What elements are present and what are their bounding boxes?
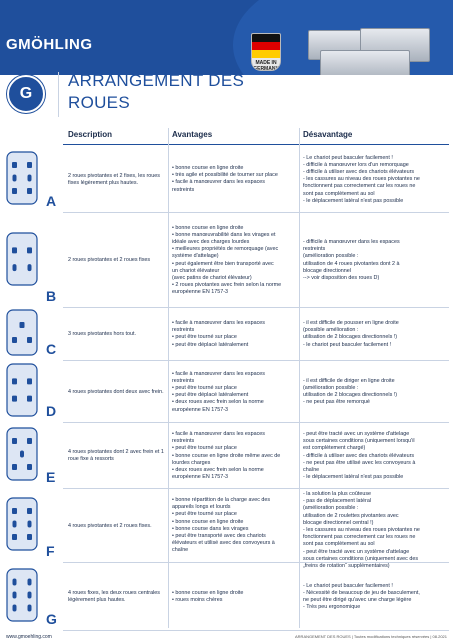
- row-divider: [63, 630, 449, 631]
- disadvantage-item: - Nécessité de beaucoup de jeu de basculement,: [303, 589, 420, 596]
- advantages-cell: [172, 590, 298, 604]
- disadvantage-item: fonctionnent pas correctement car les roues ne: [303, 534, 416, 541]
- row-letter: C: [46, 341, 57, 357]
- disadvantage-item: (amélioration possible :: [303, 384, 359, 391]
- swivel-wheel-icon: [12, 534, 17, 540]
- advantage-item: • peut être tourné sur place: [172, 334, 237, 341]
- title-line-2: ROUES: [68, 93, 130, 112]
- disadvantage-item: blocage directionnel central !): [303, 519, 374, 526]
- description-cell: 4 roues pivotantes dont 2 avec frein et 1 roue fixe à ressorts: [68, 449, 164, 463]
- table-row: [0, 146, 453, 213]
- advantage-item: appareils longs et lourds: [172, 504, 231, 511]
- disadvantage-item: utilisation de 2 blocages directionnels !): [303, 334, 398, 341]
- description-cell: 4 roues fixes, les deux roues centrales légèrement plus hautes.: [68, 590, 160, 604]
- disadvantage-item: - le déplacement latéral n'est pas possible: [303, 474, 404, 481]
- disadvantage-item: utilisation de 2 roulettes pivotantes avec: [303, 512, 399, 519]
- disadvantage-item: sous certaines conditions (uniquement lorsqu'il: [303, 438, 415, 445]
- disadvantages-cell: [303, 239, 449, 282]
- advantage-item: restreints: [172, 186, 195, 193]
- advantages-cell: [172, 497, 298, 555]
- disadvantage-item: - peut être tracté avec un système d'attelage: [303, 431, 410, 437]
- quality-seal: [7, 75, 45, 113]
- description-cell: 2 roues pivotantes et 2 fixes, les roues fixes légèrement plus hautes.: [68, 172, 160, 186]
- row-letter: D: [46, 403, 57, 419]
- disadvantage-item: - il est difficile de diriger en ligne droite: [303, 377, 395, 384]
- disadvantage-item: - ne peut pas être utilisé avec les convoyeurs à: [303, 459, 416, 466]
- advantages-cell: [172, 225, 298, 297]
- disadvantages-cell: [303, 491, 449, 570]
- wheel-layout-icon: [5, 231, 39, 287]
- fixed-wheel-icon: [28, 264, 32, 271]
- advantage-item: • bonne course en ligne droite: [172, 518, 244, 525]
- wheel-layout-icon: [5, 308, 39, 357]
- wheel-layout-icon: [5, 496, 39, 552]
- disadvantage-item: restreints: [303, 246, 326, 253]
- advantage-item: européenne EN 1757-3: [172, 474, 229, 481]
- row-letter: E: [46, 469, 56, 485]
- advantage-item: • peut être transporté avec des chariots: [172, 533, 266, 540]
- fixed-wheel-icon: [28, 579, 32, 586]
- swivel-wheel-icon: [12, 438, 17, 444]
- wheel-layout-icon: [5, 150, 39, 206]
- column-header-description: Description: [68, 130, 113, 139]
- disadvantage-item: --> voir disposition des roues D): [303, 275, 380, 282]
- header-rule: [63, 144, 449, 145]
- advantage-item: • bonne manœuvrabilité dans les virages et: [172, 231, 276, 238]
- table-row: [0, 213, 453, 308]
- disadvantage-item: - peut être tracté avec un système d'attelage: [303, 548, 410, 555]
- column-header-advantages: Avantages: [172, 130, 213, 139]
- swivel-wheel-icon: [12, 378, 17, 384]
- swivel-wheel-icon: [27, 508, 32, 514]
- badge-text: MADE IN GERMANY: [253, 60, 279, 71]
- swivel-wheel-icon: [12, 464, 17, 470]
- advantage-item: européenne EN 1757-3: [172, 406, 229, 413]
- fixed-wheel-icon: [13, 264, 17, 271]
- swivel-wheel-icon: [20, 322, 25, 328]
- advantage-item: • bonne répartition de la charge avec des: [172, 497, 271, 503]
- disadvantage-item: est complètement chargé): [303, 445, 366, 452]
- footer-note: ARRANGEMENT DES ROUES | Toutes modifications techniques réservées | 08.2021: [295, 634, 447, 639]
- fixed-wheel-icon: [13, 521, 17, 528]
- advantage-item: • peut être déplacé latéralement: [172, 392, 249, 399]
- disadvantages-cell: [303, 320, 449, 349]
- description-cell: 3 roues pivotantes hors tout.: [68, 331, 137, 337]
- swivel-wheel-icon: [27, 378, 32, 384]
- disadvantages-cell: [303, 155, 449, 205]
- swivel-wheel-icon: [27, 188, 32, 194]
- wheel-layout-icon: [5, 362, 39, 418]
- swivel-wheel-icon: [12, 337, 17, 343]
- advantage-item: • bonne course en ligne droite: [172, 165, 244, 171]
- title-divider: [58, 72, 59, 117]
- disadvantage-item: (amélioration possible :: [303, 505, 359, 512]
- disadvantages-cell: [303, 431, 449, 481]
- fixed-wheel-icon: [13, 592, 17, 599]
- advantage-item: • facile à manœuvrer dans les espaces: [172, 431, 265, 437]
- advantage-item: élévateurs et utilisé avec des convoyeurs à: [172, 540, 275, 547]
- advantage-item: • peut être tourné sur place: [172, 445, 237, 452]
- disadvantage-item: - difficile à manœuvrer dans les espaces: [303, 239, 400, 245]
- fixed-wheel-icon: [28, 605, 32, 612]
- advantage-item: européenne EN 1757-3: [172, 289, 229, 296]
- disadvantage-item: utilisation de 4 roues pivotantes dont 2 à: [303, 260, 400, 267]
- disadvantage-item: sont pas complètement au sol: [303, 541, 375, 548]
- advantage-item: • peut également être bien transporté avec: [172, 260, 274, 267]
- disadvantage-item: - Le chariot peut basculer facilement !: [303, 582, 393, 589]
- fixed-wheel-icon: [28, 592, 32, 599]
- column-header-disadvantages: Désavantage: [303, 130, 353, 139]
- disadvantage-item: - la solution la plus coûteuse: [303, 491, 372, 497]
- disadvantages-cell: [303, 583, 449, 612]
- disadvantage-item: (possible amélioration :: [303, 327, 359, 334]
- advantage-item: restreints: [172, 438, 195, 445]
- advantage-item: • bonne course en ligne droite: [172, 224, 244, 231]
- advantage-item: • deux roues avec frein selon la norme: [172, 467, 264, 474]
- swivel-wheel-icon: [27, 534, 32, 540]
- row-letter: A: [46, 193, 57, 209]
- swivel-wheel-icon: [27, 162, 32, 168]
- disadvantage-item: sont pas complètement au sol: [303, 190, 375, 197]
- made-in-germany-badge: [251, 33, 281, 71]
- swivel-wheel-icon: [12, 188, 17, 194]
- disadvantage-item: - il est difficile de pousser en ligne droite: [303, 320, 399, 326]
- row-letter: G: [46, 611, 57, 627]
- disadvantage-item: fonctionnent pas correctement car les roues ne: [303, 183, 416, 190]
- table-row: [0, 563, 453, 631]
- disadvantage-item: - difficile à manœuvrer lors d'un remorquage: [303, 161, 409, 168]
- disadvantage-item: - difficile à utiliser avec des chariots élévateurs: [303, 168, 415, 175]
- advantage-item: • peut être déplacé latéralement: [172, 341, 249, 348]
- disadvantage-item: - difficile à utiliser avec des chariots élévateurs: [303, 452, 415, 459]
- table-row: [0, 489, 453, 570]
- footer-url[interactable]: www.gmoehling.com: [6, 634, 52, 640]
- advantage-item: • deux roues avec frein selon la norme: [172, 399, 264, 406]
- description-cell: 4 roues pivotantes et 2 roues fixes.: [68, 522, 152, 529]
- fixed-wheel-icon: [13, 174, 17, 181]
- disadvantage-item: blocage directionnel: [303, 267, 351, 274]
- disadvantage-item: - Très peu ergonomique: [303, 604, 361, 611]
- swivel-wheel-icon: [12, 247, 17, 253]
- swivel-wheel-icon: [27, 337, 32, 343]
- advantage-item: • peut être tourné sur place: [172, 511, 237, 518]
- disadvantage-item: - pas de déplacement latéral: [303, 498, 372, 505]
- advantage-item: lourdes charges: [172, 459, 211, 466]
- advantage-item: • 2 roues pivotantes avec frein selon la norme: [172, 282, 282, 289]
- swivel-wheel-icon: [27, 247, 32, 253]
- row-letter: F: [46, 543, 55, 559]
- advantage-item: restreints: [172, 377, 195, 384]
- fixed-wheel-icon: [13, 605, 17, 612]
- advantage-item: • très agile et possibilité de tourner sur place: [172, 172, 278, 179]
- page-title: [68, 70, 244, 114]
- disadvantage-item: - les cassures au niveau des roues pivotantes ne: [303, 527, 420, 534]
- advantage-item: restreints: [172, 327, 195, 334]
- advantage-item: • facile à manœuvrer dans les espaces: [172, 370, 265, 377]
- advantage-item: • roues moins chères: [172, 597, 223, 604]
- fixed-wheel-icon: [20, 451, 24, 458]
- swivel-wheel-icon: [27, 396, 32, 402]
- disadvantage-item: - le chariot peut basculer facilement !: [303, 341, 392, 348]
- advantage-item: • peut être tourné sur place: [172, 384, 237, 391]
- swivel-wheel-icon: [12, 508, 17, 514]
- advantage-item: • facile à manœuvrer dans les espaces: [172, 320, 265, 326]
- disadvantage-item: ne peut être dirigé qu'avec une charge légère: [303, 596, 412, 603]
- advantages-cell: [172, 371, 298, 414]
- advantages-cell: [172, 165, 298, 194]
- swivel-wheel-icon: [12, 396, 17, 402]
- advantage-item: système d'attelage): [172, 253, 219, 260]
- swivel-wheel-icon: [27, 464, 32, 470]
- advantage-item: • bonne course en ligne droite même avec de: [172, 452, 281, 459]
- disadvantage-item: chaîne: [303, 467, 320, 474]
- advantage-item: • meilleures propriétés de remorquage (avec: [172, 246, 279, 253]
- disadvantages-cell: [303, 378, 449, 407]
- swivel-wheel-icon: [27, 438, 32, 444]
- disadvantage-item: - ne peut pas être remorqué: [303, 399, 370, 406]
- disadvantage-item: - les cassures au niveau des roues pivotantes ne: [303, 176, 420, 183]
- fixed-wheel-icon: [28, 174, 32, 181]
- advantage-item: un chariot élévateur: [172, 267, 220, 274]
- description-cell: 2 roues pivotantes et 2 roues fixes: [68, 257, 151, 263]
- disadvantage-item: utilisation de 2 blocages directionnels !): [303, 391, 398, 398]
- advantages-cell: [172, 320, 298, 349]
- trolley-photo: [290, 28, 450, 75]
- disadvantage-item: sous certaines conditions (uniquement avec des: [303, 555, 419, 562]
- advantage-item: • bonne course dans les virages: [172, 525, 249, 532]
- advantage-item: (avec patins de chariot élévateur): [172, 274, 252, 281]
- header-banner: [0, 0, 453, 75]
- disadvantage-item: „freins de rotation“ supplémentaires): [303, 563, 390, 570]
- title-line-1: ARRANGEMENT DES: [68, 71, 245, 90]
- advantages-cell: [172, 431, 298, 481]
- advantage-item: chaîne: [172, 547, 189, 554]
- description-cell: 4 roues pivotantes dont deux avec frein.: [68, 388, 164, 395]
- seal-letter: G: [19, 85, 33, 102]
- wheel-layout-icon: [5, 567, 39, 623]
- advantage-item: idéale avec des charges lourdes: [172, 238, 250, 245]
- table-row: [0, 423, 453, 489]
- row-letter: B: [46, 288, 57, 304]
- swivel-wheel-icon: [12, 162, 17, 168]
- wheel-layout-icon: [5, 426, 39, 482]
- advantage-item: • bonne course en ligne droite: [172, 590, 244, 596]
- disadvantage-item: (amélioration possible :: [303, 253, 359, 260]
- disadvantage-item: - le déplacement latéral n'est pas possible: [303, 197, 404, 204]
- fixed-wheel-icon: [28, 521, 32, 528]
- disadvantage-item: - Le chariot peut basculer facilement !: [303, 154, 393, 161]
- fixed-wheel-icon: [13, 579, 17, 586]
- company-logo[interactable]: GMÖHLING: [6, 36, 93, 53]
- table-row: [0, 308, 453, 361]
- advantage-item: • facile à manœuvrer dans les espaces: [172, 179, 265, 186]
- table-row: [0, 361, 453, 423]
